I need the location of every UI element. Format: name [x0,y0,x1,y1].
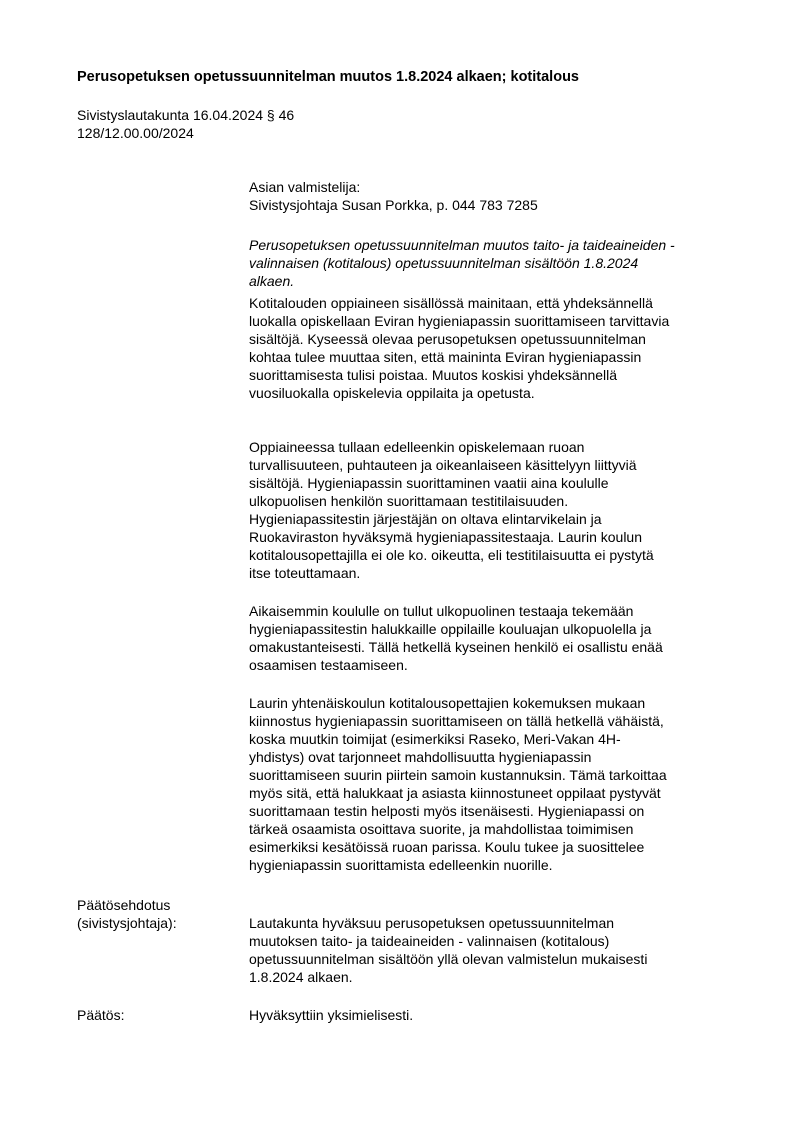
document-title: Perusopetuksen opetussuunnitelman muutos 1.8.2024 alkaen; kotitalous [77,69,579,85]
text-line: esimerkiksi kesätöissä ruoan parissa. Koulu tukee ja suosittelee [249,839,645,855]
text-line: opetussuunnitelman sisältöön yllä olevan valmistelun mukaisesti [249,951,648,967]
paragraph [249,694,667,874]
text-line: (sivistysjohtaja): [77,915,177,931]
paragraph [249,602,663,674]
text-line: suorittamiseen suurin piirtein samoin kustannuksin. Tämä tarkoittaa [249,767,667,783]
text-line: ulkopuolisen henkilön suorittamaan testitilaisuuden. [249,493,569,509]
text-line: tärkeä osaamista osoittava suorite, ja mahdollistaa toimimisen [249,821,634,837]
text-line: itse toteuttamaan. [249,565,361,581]
paragraph [249,438,654,582]
intro-paragraph [249,236,675,290]
decision-label: Päätös: [77,1007,125,1023]
text-line: muutoksen taito- ja taideaineiden - valinnaisen (kotitalous) [249,933,610,949]
text-line: myös sitä, että halukkaat ja asiasta kiinnostuneet oppilaat pystyvät [249,785,661,801]
text-line: hygieniapassin suorittamista edelleenkin nuorille. [249,857,553,873]
text-line: Aikaisemmin koululle on tullut ulkopuolinen testaaja tekemään [249,603,634,619]
text-line: Kotitalouden oppiaineen sisällössä mainitaan, että yhdeksännellä [249,295,653,311]
text-line: Oppiaineessa tullaan edelleenkin opiskelemaan ruoan [249,439,585,455]
text-line: yhdistys) ovat tarjonneet mahdollisuutta hygieniapassin [249,749,592,765]
text-line: 1.8.2024 alkaen. [249,969,353,985]
text-line: osaamisen testaamiseen. [249,657,408,673]
text-line: Perusopetuksen opetussuunnitelman muutos taito- ja taideaineiden - [249,237,675,253]
preparer [249,178,538,214]
text-line: koska muutkin toimijat (esimerkiksi Raseko, Meri-Vakan 4H- [249,731,621,747]
text-line: kotitalousopettajilla ei ole ko. oikeutta, eli testitilaisuutta ei pystytä [249,547,654,563]
text-line: kohtaa tulee muuttaa siten, että maininta Eviran hygieniapassin [249,349,642,365]
text-line: vuosiluokalla opiskelevia oppilaita ja opetusta. [249,385,535,401]
text-line: turvallisuuteen, puhtauteen ja oikeanlaiseen käsittelyyn liittyviä [249,457,637,473]
decision-text: Hyväksyttiin yksimielisesti. [249,1007,414,1023]
text-line: Laurin yhtenäiskoulun kotitalousopettajien kokemuksen mukaan [249,695,646,711]
record-number: 128/12.00.00/2024 [77,125,194,141]
text-line: alkaen. [249,273,295,289]
preparer-label: Asian valmistelija: [249,179,361,195]
text-line: Ruokaviraston hyväksymä hygieniapassitestaaja. Laurin koulun [249,529,642,545]
proposal-text [249,914,647,986]
meeting-line: Sivistyslautakunta 16.04.2024 § 46 [77,107,295,123]
meeting-info [77,106,294,142]
paragraph [249,294,669,402]
text-line: suorittamisesta tulisi poistaa. Muutos koskisi yhdeksännellä [249,367,618,383]
text-line: sisältöjä. Hygieniapassin suorittaminen vaatii aina koululle [249,475,609,491]
proposal-label [77,896,177,932]
text-line: Päätösehdotus [77,897,171,913]
preparer-name: Sivistysjohtaja Susan Porkka, p. 044 783 7285 [249,197,538,213]
text-line: suorittamaan testin helposti myös itsenäisesti. Hygieniapassi on [249,803,645,819]
text-line: sisältöjä. Kyseessä olevaa perusopetuksen opetussuunnitelman [249,331,646,347]
text-line: Lautakunta hyväksuu perusopetuksen opetussuunnitelman [249,915,615,931]
text-line: valinnaisen (kotitalous) opetussuunnitelman sisältöön 1.8.2024 [249,255,639,271]
text-line: omakustanteisesti. Tällä hetkellä kyseinen henkilö ei osallistu enää [249,639,663,655]
text-line: luokalla opiskellaan Eviran hygieniapassin suorittamiseen tarvittavia [249,313,670,329]
text-line: hygieniapassitestin halukkaille oppilaille kouluajan ulkopuolella ja [249,621,652,637]
text-line: kiinnostus hygieniapassin suorittamiseen on tällä hetkellä vähäistä, [249,713,664,729]
text-line: Hygieniapassitestin järjestäjän on oltava elintarvikelain ja [249,511,602,527]
